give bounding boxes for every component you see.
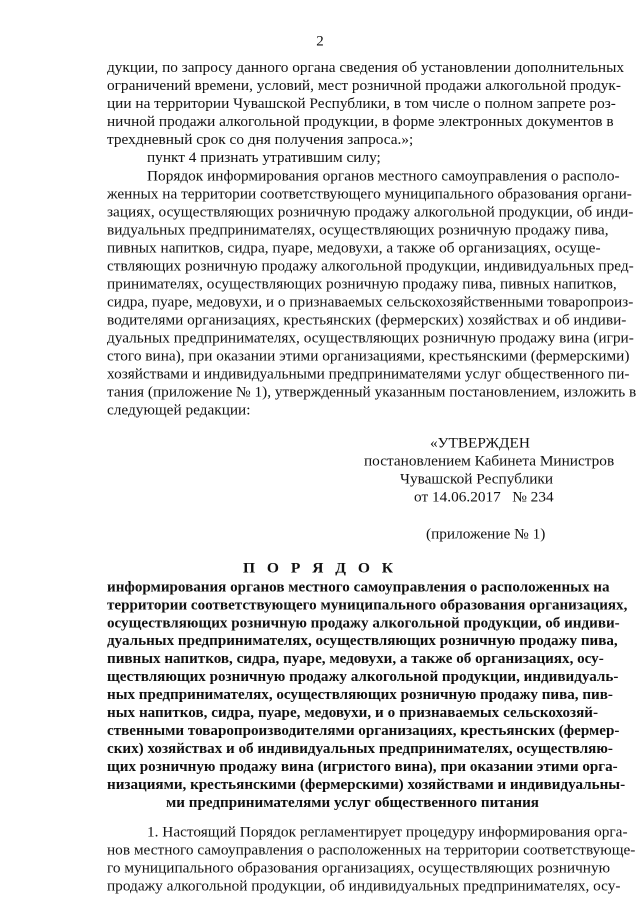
paragraph-line: принимателях, осуществляющих розничную продажу пива, пивных напитков, — [107, 276, 617, 293]
subtitle-line: ществляющих розничную продажу алкогольной продукции, индивидуаль- — [107, 669, 619, 685]
subtitle-line: пивных напитков, сидра, пуаре, медовухи, а также об организациях, осу- — [107, 651, 604, 668]
intro-line: трехдневный срок со дня получения запроса.»; — [107, 131, 414, 148]
appendix-label: (приложение № 1) — [426, 526, 546, 543]
paragraph-line: сидра, пуаре, медовухи, и о признаваемых сельскохозяйственными товаропроиз- — [107, 294, 634, 311]
subtitle-line: ных напитков, сидра, пуаре, медовухи, и о признаваемых сельскохозяй- — [107, 705, 598, 721]
paragraph-line: следующей редакции: — [107, 402, 251, 419]
paragraph-line: стого вина), при оказании этими организациями, крестьянскими (фермерскими) — [107, 348, 630, 365]
approval-line: постановлением Кабинета Министров — [364, 453, 615, 470]
point4-line: пункт 4 признать утратившим силу; — [147, 149, 381, 166]
paragraph-line: хозяйствами и индивидуальными предпринимателями услуг общественного пи- — [107, 366, 630, 383]
paragraph-line: тания (приложение № 1), утвержденный указанным постановлением, изложить в — [107, 384, 637, 401]
subtitle-line: ских) хозяйствах и об индивидуальных предпринимателях, осуществляю- — [107, 741, 613, 757]
intro-line: ции на территории Чувашской Республики, в том числе о полном запрете роз- — [107, 95, 616, 112]
paragraph-line: водителями организациях, крестьянских (фермерских) хозяйствах и об индиви- — [107, 312, 627, 329]
paragraph-line: Порядок информирования органов местного самоуправления о располо- — [147, 168, 620, 185]
paragraph-line: видуальных предпринимателях, осуществляющих розничную продажу пива, — [107, 222, 609, 239]
intro-line: ограничений времени, условий, мест розничной продажи алкогольной продук- — [107, 77, 621, 94]
subtitle-line: осуществляющих розничную продажу алкогольной продукции, об индиви- — [107, 615, 620, 632]
subtitle-line: ных предпринимателях, осуществляющих розничную продажу пива, пив- — [107, 687, 613, 703]
subtitle-line: ми предпринимателями услуг общественного питания — [166, 795, 539, 811]
approval-heading: «УТВЕРЖДЕН — [430, 435, 530, 452]
document-title: П О Р Я Д О К — [243, 560, 397, 577]
approval-date: от 14.06.2017 № 234 — [414, 489, 554, 506]
subtitle-line: дуальных предпринимателях, осуществляющих розничную продажу пива, — [107, 633, 618, 650]
subtitle-line: территории соответствующего муниципального образования организациях, — [107, 597, 628, 614]
section1-line: го муниципального образования организациях, осуществляющих розничную — [107, 860, 611, 877]
subtitle-line: низациями, крестьянскими (фермерскими) хозяйствами и индивидуальны- — [107, 777, 626, 793]
paragraph-line: ствляющих розничную продажу алкогольной продукции, индивидуальных пред- — [107, 258, 634, 275]
section1-line: 1. Настоящий Порядок регламентирует процедуру информирования орга- — [147, 824, 628, 841]
paragraph-line: женных на территории соответствующего муниципального образования органи- — [107, 186, 632, 203]
subtitle-line: ственными товаропроизводителями организациях, крестьянских (фермер- — [107, 723, 620, 739]
subtitle-line: щих розничную продажу вина (игристого вина), при оказании этими орга- — [107, 759, 618, 775]
page-number: 2 — [316, 34, 324, 50]
paragraph-line: зациях, осуществляющих розничную продажу алкогольной продукции, об инди- — [107, 204, 634, 221]
intro-line: ничной продажи алкогольной продукции, в форме электронных документов в — [107, 113, 614, 130]
approval-line: Чувашской Республики — [400, 471, 554, 488]
subtitle-line: информирования органов местного самоуправления о расположенных на — [107, 579, 610, 596]
intro-line: дукции, по запросу данного органа сведения об установлении дополнительных — [107, 59, 625, 76]
paragraph-line: пивных напитков, сидра, пуаре, медовухи, а также об организациях, осуще- — [107, 240, 601, 257]
section1-line: продажу алкогольной продукции, об индивидуальных предпринимателях, осу- — [107, 877, 621, 895]
section1-line: нов местного самоуправления о расположенных на территории соответствующе- — [107, 842, 636, 859]
paragraph-line: дуальных предпринимателях, осуществляющих розничную продажу вина (игри- — [107, 330, 634, 347]
